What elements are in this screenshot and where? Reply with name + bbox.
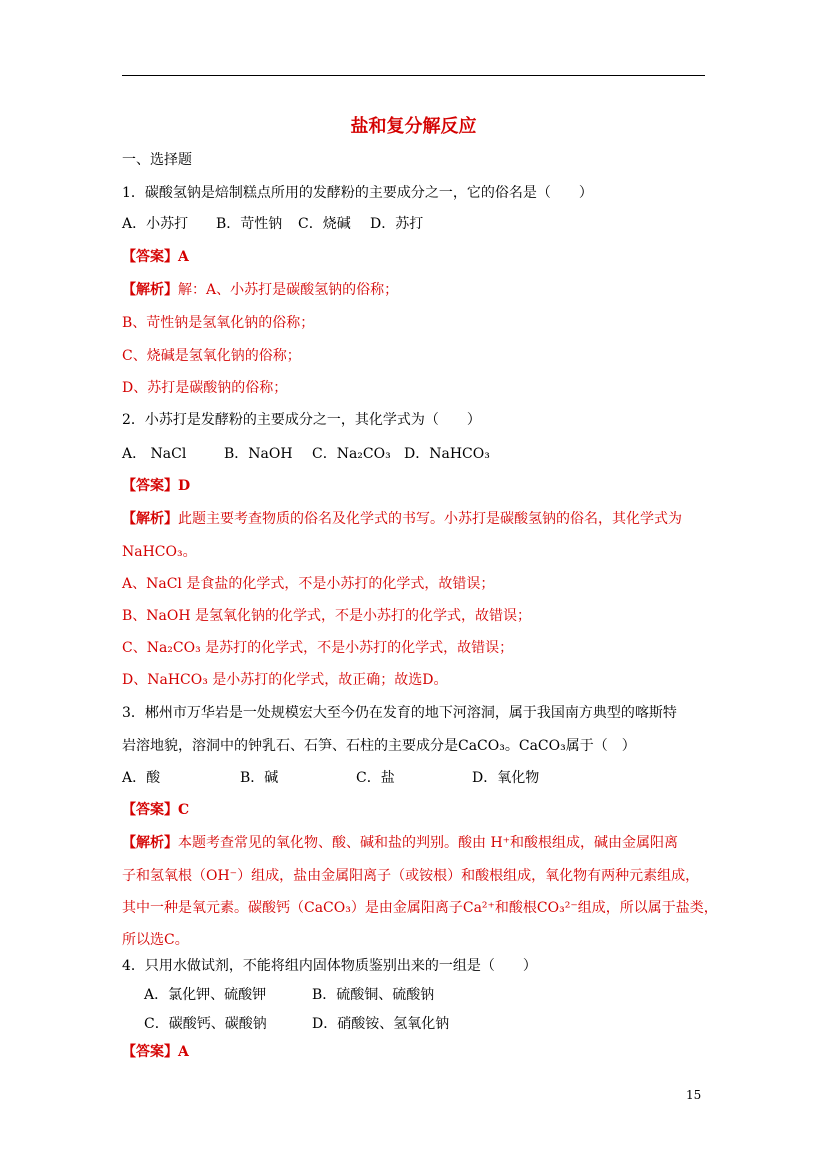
analysis-label: 【解析】 xyxy=(122,511,178,527)
q1-answer xyxy=(122,247,189,267)
section-heading: 一、选择题 xyxy=(122,152,192,168)
q4-stem: 4．只用水做试剂，不能将组内固体物质鉴别出来的一组是（ ） xyxy=(122,958,537,974)
q3-option-b: B．碱 xyxy=(240,770,279,786)
answer-value: A xyxy=(178,1044,189,1060)
q2-options xyxy=(122,444,490,464)
q4-option-c: C．碳酸钙、碳酸钠 xyxy=(144,1016,267,1032)
analysis-text: 解：A、小苏打是碳酸氢钠的俗称； xyxy=(178,282,399,298)
q2-analysis-line: C、Na₂CO₃ 是苏打的化学式，不是小苏打的化学式，故错误； xyxy=(122,640,514,656)
q4-answer xyxy=(122,1042,189,1062)
q2-analysis-line: B、NaOH 是氢氧化钠的化学式，不是小苏打的化学式，故错误； xyxy=(122,608,532,624)
q3-options xyxy=(122,768,539,788)
q2-answer xyxy=(122,476,190,496)
q2-analysis-line xyxy=(122,509,682,529)
q2-option-c: C．Na₂CO₃ xyxy=(312,446,391,462)
answer-label: 【答案】 xyxy=(122,1044,178,1060)
q1-stem: 1．碳酸氢钠是焙制糕点所用的发酵粉的主要成分之一，它的俗名是（ ） xyxy=(122,185,593,201)
q1-analysis-line: D、苏打是碳酸钠的俗称； xyxy=(122,380,288,396)
analysis-label: 【解析】 xyxy=(122,282,178,298)
q1-analysis-line: B、苛性钠是氢氧化钠的俗称； xyxy=(122,315,315,331)
q2-analysis-line: A、NaCl 是食盐的化学式，不是小苏打的化学式，故错误； xyxy=(122,576,495,592)
q1-analysis-line xyxy=(122,280,398,300)
q4-option-a: A．氯化钾、硫酸钾 xyxy=(144,987,267,1003)
q2-analysis-line: NaHCO₃。 xyxy=(122,544,197,560)
answer-value: C xyxy=(178,802,190,818)
q3-analysis-line: 其中一种是氧元素。碳酸钙（CaCO₃）是由金属阳离子Ca²⁺和酸根CO₃²⁻组成，所以属于盐类， xyxy=(122,900,718,916)
answer-label: 【答案】 xyxy=(122,478,178,494)
q3-option-c: C．盐 xyxy=(356,770,395,786)
analysis-text: 此题主要考查物质的俗名及化学式的书写。小苏打是碳酸氢钠的俗名，其化学式为 xyxy=(178,511,682,527)
q2-stem: 2．小苏打是发酵粉的主要成分之一，其化学式为（ ） xyxy=(122,412,481,428)
q3-analysis-line: 所以选C。 xyxy=(122,932,189,948)
q3-analysis-line xyxy=(122,833,678,853)
page-title: 盐和复分解反应 xyxy=(350,116,477,137)
q4-option-d: D．硝酸铵、氢氧化钠 xyxy=(312,1016,450,1032)
q2-option-b: B．NaOH xyxy=(224,446,293,462)
q1-analysis-line: C、烧碱是氢氧化钠的俗称； xyxy=(122,348,301,364)
q4-option-b: B．硫酸铜、硫酸钠 xyxy=(312,987,435,1003)
answer-label: 【答案】 xyxy=(122,802,178,818)
q3-option-d: D．氧化物 xyxy=(472,770,540,786)
q3-answer xyxy=(122,800,189,820)
answer-value: A xyxy=(178,249,189,265)
q2-option-d: D．NaHCO₃ xyxy=(404,446,490,462)
page-number: 15 xyxy=(686,1088,702,1102)
q2-option-a: A． NaCl xyxy=(122,446,187,462)
q3-option-a: A．酸 xyxy=(122,770,161,786)
q1-option-a: A．小苏打 xyxy=(122,216,189,232)
q4-options-row xyxy=(144,985,434,1005)
q2-analysis-line: D、NaHCO₃ 是小苏打的化学式，故正确；故选D。 xyxy=(122,672,448,688)
q1-option-b: B．苛性钠 xyxy=(216,216,283,232)
analysis-label: 【解析】 xyxy=(122,835,178,851)
q1-option-c: C．烧碱 xyxy=(298,216,351,232)
q4-options-row xyxy=(144,1014,449,1034)
q1-option-d: D．苏打 xyxy=(370,216,424,232)
q1-options xyxy=(122,214,423,234)
answer-label: 【答案】 xyxy=(122,249,178,265)
q3-analysis-line: 子和氢氧根（OH⁻）组成，盐由金属阳离子（或铵根）和酸根组成，氧化物有两种元素组成， xyxy=(122,868,700,884)
q3-stem-line: 岩溶地貌，溶洞中的钟乳石、石笋、石柱的主要成分是CaCO₃。CaCO₃属于（ ） xyxy=(122,738,636,754)
q3-stem-line: 3．郴州市万华岩是一处规模宏大至今仍在发育的地下河溶洞，属于我国南方典型的喀斯特 xyxy=(122,705,677,721)
analysis-text: 本题考查常见的氧化物、酸、碱和盐的判别。酸由 H⁺和酸根组成，碱由金属阳离 xyxy=(178,835,679,851)
header-rule xyxy=(122,75,705,76)
answer-value: D xyxy=(178,478,191,494)
